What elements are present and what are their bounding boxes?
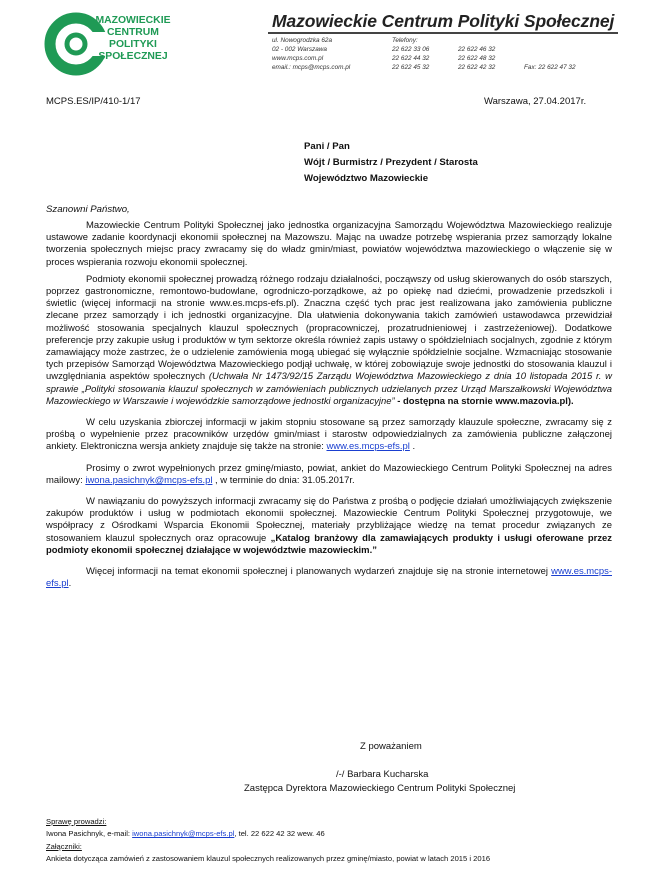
phones-column-2	[458, 45, 495, 72]
paragraph-text: Mazowieckie Centrum Polityki Społecznej jako jednostka organizacyjna Samorządu Województwa Mazowieckiego realizuje ustawowe zadanie koordynacji ekonomii społecznej na Mazowszu. Mając na uwadze potrzebę wspierania przez samorządy lokalne tworzenia społecznych miejsc pracy zwracamy się do władz gmin/miast, powiatów województwa mazowieckiego o włączenie się w proces wspierania rozwoju ekonomii społecznej.	[46, 220, 612, 268]
address-line: 02 - 002 Warszawa	[272, 46, 327, 53]
address-block	[272, 36, 350, 72]
org-name-line: POLITYKI	[109, 39, 157, 50]
salutation: Szanowni Państwo,	[46, 204, 130, 215]
contact-phone: , tel. 22 622 42 32 wew. 46	[234, 829, 325, 839]
paragraph	[46, 417, 612, 454]
paragraph-text: W celu uzyskania zbiorczej informacji w jakim stopniu stosowane są przez samorządy klauzule społeczne, zwracamy się z prośbą o wypełnienie przez pracowników urzędów gmin/miast i starostw odpowiedzialnych za zamówienia publiczne załączonej ankiety. Elektroniczna wersja ankiety znajduje się także na stronie:	[46, 417, 612, 453]
closing-regards: Z poważaniem	[360, 741, 422, 752]
paragraph	[46, 220, 612, 269]
website-link[interactable]: www.es.mcps-efs.pl	[326, 441, 410, 453]
org-name-line: CENTRUM	[107, 27, 159, 38]
paragraph-text: Prosimy o zwrot wypełnionych przez gminę/miasto, powiat, ankiet do Mazowieckiego Centrum Polityki Społecznej na adres mailowy:	[46, 462, 612, 486]
org-name-line: SPOŁECZNEJ	[98, 51, 168, 62]
signature-name: /-/ Barbara Kucharska	[336, 769, 429, 780]
letter-body	[46, 220, 612, 595]
paragraph	[46, 566, 612, 590]
paragraph	[46, 274, 612, 408]
phone-number: 22 622 46 32	[458, 46, 496, 53]
fax-number: Fax: 22 622 47 32	[524, 64, 576, 71]
paragraph	[46, 463, 612, 487]
letter-date: Warszawa, 27.04.2017r.	[484, 96, 587, 107]
attachments-label: Załączniki:	[46, 841, 82, 851]
org-name-logo-text	[88, 15, 178, 63]
phone-number: 22 622 45 32	[392, 64, 430, 71]
recipient-line: Wójt / Burmistrz / Prezydent / Starosta	[304, 157, 478, 168]
phone-number: 22 622 33 06	[392, 46, 430, 53]
recipient-line: Województwo Mazowieckie	[304, 173, 429, 184]
email-link[interactable]: iwona.pasichnyk@mcps-efs.pl	[85, 474, 213, 486]
letterhead-divider	[268, 32, 618, 34]
letter-footer	[46, 816, 626, 866]
reference-number: MCPS.ES/IP/410-1/17	[46, 96, 141, 107]
contact-person: Iwona Pasichnyk, e-mail:	[46, 829, 133, 839]
paragraph	[46, 496, 612, 557]
handled-by-line	[46, 828, 626, 840]
paragraph-text: W nawiązaniu do powyższych informacji zwracamy się do Państwa z prośbą o podjęcie działań umożliwiających zwiększenie zakupów produktów i usług w podmiotach ekonomii społecznej. Mazowieckie Centrum Polityki Społecznej przygotowuje, we współpracy z Ośrodkami Wsparcia Ekonomii Społecznej, materiały przybliżające wiedzę na temat procedur związanych ze stosowaniem klauzul społecznych oraz opracowuje	[46, 496, 612, 544]
paragraph-text: - dostępna na stornie www.mazovia.pl).	[394, 395, 574, 407]
phone-label: Telefony:	[392, 37, 418, 44]
address-line: email.: mcps@mcps.com.pl	[272, 64, 351, 71]
letterhead-title: Mazowieckie Centrum Polityki Społecznej	[272, 11, 615, 31]
contact-email-link[interactable]: iwona.pasichnyk@mcps-efs.pl	[132, 829, 235, 839]
paragraph-text: Podmioty ekonomii społecznej prowadzą różnego rodzaju działalności, począwszy od usług skierowanych do osób starszych, poprzez gastronomiczne, remontowo-budowlane, ogrodniczo-porządkowe, aż po opiekę nad dziećmi, prowadzenie przedszkoli i świetlic (więcej informacji na stronie www.es.mcps-efs.pl). Znaczna część tych prac jest realizowana jako zamówienia publiczne zlecane przez samorządy i ich jednostki organizacyjne. Dla ułatwienia dokonywania takich zamówień ustawodawca przewidział możliwość stosowania specjalnych klauzul społecznych (propracowniczej, prozatrudnieniowej i zastrzeżeniowej). Dodatkowe preferencje przy zakupie usług i produktów w tym sektorze określa również zapis ustawy o spółdzielniach socjalnych, zgodnie z którym zamawiający może zastrzec, że o udzielenie zamówienia mogą ubiegać się wyłącznie spółdzielnie socjalne. Wzmacniając stosowanie tych przepisów Samorząd Województwa Mazowieckiego podjął uchwałę, w której zobowiązuje swoje jednostki do stosowania klauzul i uwzględniania aspektów społecznych	[46, 273, 612, 383]
phone-number: 22 622 48 32	[458, 55, 496, 62]
phone-number: 22 622 42 32	[458, 64, 496, 71]
address-line: www.mcps.com.pl	[272, 55, 324, 62]
resolution-citation: (Uchwała Nr 1473/92/15 Zarządu Województwa Mazowieckiego z dnia 10 listopada 2015 r. w sprawie „Polityki stosowania klauzul społecznych w zamówieniach publicznych udzielanych przez Urząd Marszałkowski Województwa Mazowieckiego w Warszawie i wojewódzkie samorządowe jednostki organizacyjne”	[46, 371, 612, 407]
website-link[interactable]: www.es.mcps-efs.pl	[46, 566, 612, 590]
phones-column-1	[392, 36, 429, 72]
paragraph-text: .	[68, 578, 72, 590]
handled-by-label: Sprawę prowadzi:	[46, 817, 107, 826]
signature-position: Zastępca Dyrektora Mazowieckiego Centrum Polityki Społecznej	[244, 783, 516, 794]
paragraph-text: .	[409, 441, 416, 453]
org-name-line: MAZOWIECKIE	[95, 15, 171, 26]
address-line: ul. Nowogrodzka 62a	[272, 37, 333, 44]
recipient-line: Pani / Pan	[304, 141, 350, 152]
recipient-block	[304, 139, 478, 187]
catalog-title: „Katalog branżowy dla zamawiających produkty i usługi oferowane przez podmioty ekonomii społecznej działające w województwie mazowieckim.”	[46, 532, 613, 556]
paragraph-text: , w terminie do dnia: 31.05.2017r.	[212, 474, 355, 486]
paragraph-text: Więcej informacji na temat ekonomii społecznej i planowanych wydarzeń znajduje się na stronie internetowej	[86, 566, 552, 578]
phone-number: 22 622 44 32	[392, 55, 430, 62]
attachment-item: Ankieta dotycząca zamówień z zastosowaniem klauzul społecznych realizowanych przez gminę/miasto, powiat w latach 2015 i 2016	[46, 854, 491, 864]
